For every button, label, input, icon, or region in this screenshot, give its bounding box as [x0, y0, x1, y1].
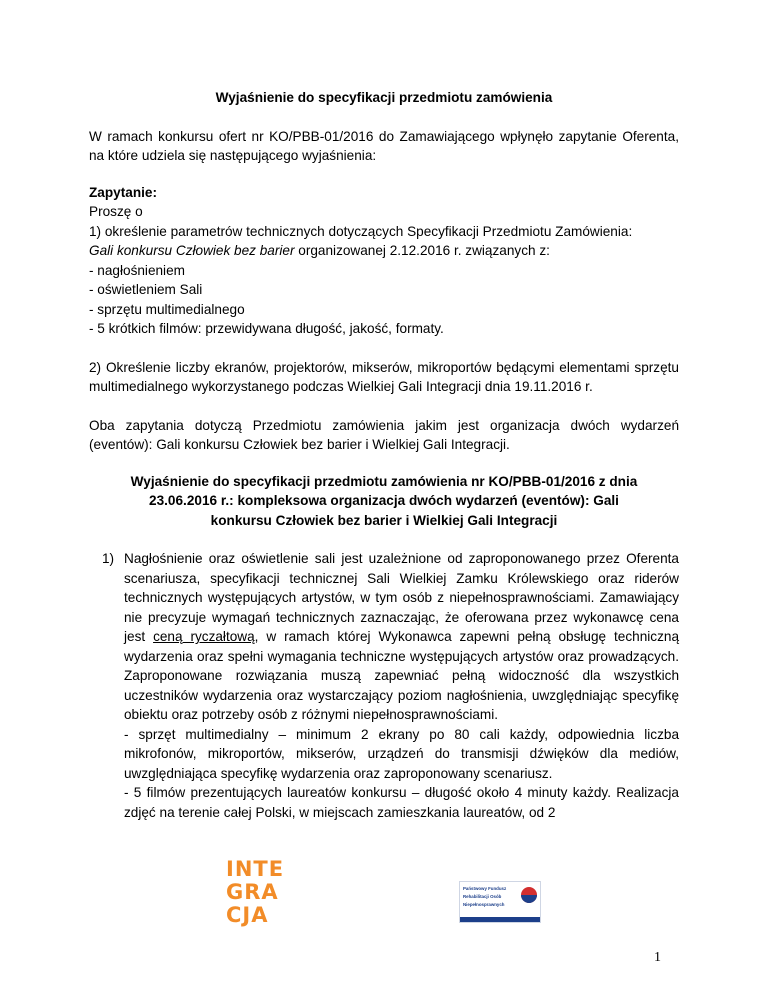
logo-text: CJA	[226, 903, 269, 927]
intro-paragraph: W ramach konkursu ofert nr KO/PBB-01/2016 do Zamawiającego wpłynęło zapytanie Oferenta, na które udziela się następującego wyjaśnienia:	[89, 128, 679, 163]
pfron-emblem-icon	[521, 887, 537, 903]
logo-row	[226, 858, 292, 881]
logo-row	[226, 881, 292, 904]
document-body	[89, 88, 679, 822]
document-title: Wyjaśnienie do specyfikacji przedmiotu zamówienia	[215, 90, 553, 105]
question-line-3-rest: organizowanej 2.12.2016 r. związanych z:	[294, 243, 550, 258]
event-name-italic: Gali konkursu Człowiek bez barier	[89, 243, 295, 258]
logo-text: INTE	[226, 857, 285, 881]
summary-paragraph: Oba zapytania dotyczą Przedmiotu zamówienia jakim jest organizacja dwóch wydarzeń (eventów): Gali konkursu Człowiek bez barier i Wielkiej Gali Integracji.	[89, 417, 679, 452]
answer-list	[89, 549, 679, 822]
question-heading: Zapytanie:	[89, 184, 157, 200]
question-item: - nagłośnieniem	[89, 262, 185, 278]
question-line-2: 1) określenie parametrów technicznych dotyczących Specyfikacji Przedmiotu Zamówienia:	[89, 223, 633, 239]
answer-title: Wyjaśnienie do specyfikacji przedmiotu zamówienia nr KO/PBB-01/2016 z dnia 23.06.2016 r.: kompleksowa organizacja dwóch wydarzeń (eventów): Gali konkursu Człowiek bez barier i Wielkiej Gali Integracji	[130, 473, 638, 528]
logo-text: GRA	[226, 880, 279, 904]
answer-number: 1)	[102, 551, 115, 566]
answer-multimedia: - sprzęt multimedialny – minimum 2 ekrany po 80 cali każdy, odpowiednia liczba mikrofonów, mikroportów, mikserów, urządzeń do transmisji dźwięków dla mediów, uwzględniająca specyfikę wydarzenia oraz zaproponowany scenariusz.	[124, 726, 679, 781]
integracja-logo	[226, 858, 292, 928]
page-footer	[0, 850, 768, 980]
answer-body	[124, 549, 679, 822]
pfron-logo-line: Państwowy Fundusz	[463, 886, 507, 891]
pfron-logo-line: Niepełnosprawnych	[463, 902, 505, 907]
answer-part-1: Nagłośnienie oraz oświetlenie sali jest uzależnione od zaproponowanego przez Oferenta scenariusza, specyfikacji technicznej Sali Wielkiej Zamku Królewskiego oraz riderów technicznych występujących artystów, w tym osób z niepełnosprawnościami. Zamawiający nie precyzuje wymagań technicznych zaznaczając, że oferowana przez wykonawcę cena jest	[124, 551, 679, 644]
answer-paragraph	[124, 549, 679, 725]
pfron-logo-line: Rehabilitacji Osób	[463, 894, 502, 899]
answer-films: - 5 filmów prezentujących laureatów konkursu – długość około 4 minuty każdy. Realizacja zdjęć na terenie całej Polski, w miejscach zamieszkania laureatów, od 2	[124, 785, 679, 820]
question-item: - sprzętu multimedialnego	[89, 301, 245, 317]
answer-item	[89, 549, 679, 822]
question-line-1: Proszę o	[89, 204, 143, 219]
pfron-logo-bar	[460, 917, 540, 922]
question-line-3	[89, 241, 679, 261]
page-number: 1	[654, 950, 661, 965]
answer-part-2: , w ramach której Wykonawca zapewni pełną obsługę techniczną wydarzenia oraz spełni wymagania techniczne występujących artystów oraz prowadzących. Zaproponowane rozwiązania muszą zapewniać pełną widoczność dla wszystkich uczestników wydarzenia oraz wystarczający poziom nagłośnienia, uwzględniając specyfikę obiektu oraz potrzeby osób z różnymi niepełnosprawnościami.	[124, 629, 680, 722]
lump-sum-underlined: ceną ryczałtową	[153, 629, 255, 644]
question-2: 2) Określenie liczby ekranów, projektorów, mikserów, mikroportów będącymi elementami sprzętu multimedialnego wykorzystanego podczas Wielkiej Gali Integracji dnia 19.11.2016 r.	[89, 359, 679, 394]
question-item: - 5 krótkich filmów: przewidywana długość, jakość, formaty.	[89, 321, 444, 336]
pfron-logo	[459, 881, 541, 923]
question-item: - oświetleniem Sali	[89, 282, 203, 297]
logo-row	[226, 904, 292, 927]
